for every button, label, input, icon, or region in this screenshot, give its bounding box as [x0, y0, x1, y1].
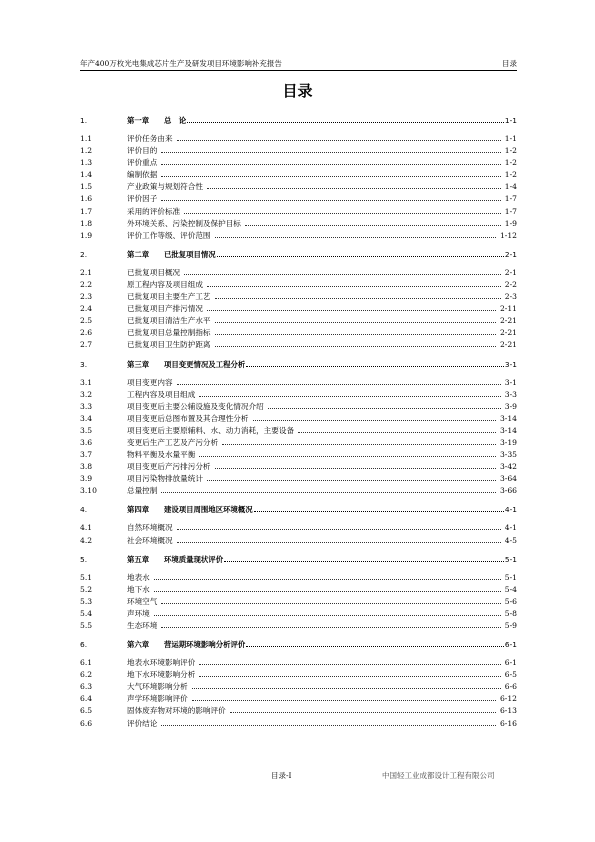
toc-section-number: 3.3	[80, 401, 93, 411]
toc-leader-dots	[161, 725, 496, 726]
toc-section-entry[interactable]	[80, 279, 517, 291]
toc-section-page: 3-14	[499, 413, 517, 423]
toc-section-number: 5.3	[80, 596, 93, 606]
toc-section-title: 地下水	[127, 584, 150, 594]
toc-section-title: 项目变更内容	[127, 377, 173, 387]
toc-section-number: 5.4	[80, 608, 93, 618]
toc-leader-dots	[161, 200, 500, 201]
toc-leader-dots	[161, 492, 496, 493]
toc-leader-dots	[246, 646, 504, 647]
toc-leader-dots	[224, 561, 504, 562]
toc-chapter-entry[interactable]	[80, 554, 517, 567]
toc-leader-dots	[298, 432, 496, 433]
toc-section-title: 产业政策与规划符合性	[127, 182, 203, 192]
toc-section-entry[interactable]	[80, 485, 517, 497]
toc-leader-dots	[217, 256, 504, 257]
toc-section-number: 2.3	[80, 292, 93, 302]
toc-section-number: 1.7	[80, 206, 93, 216]
toc-chapter-number: 6.	[80, 640, 88, 650]
toc-section-page: 5-4	[504, 584, 517, 594]
toc-leader-dots	[161, 603, 500, 604]
toc-section-number: 1.1	[80, 134, 93, 143]
toc-section-number: 3.8	[80, 462, 93, 472]
toc-section-entry[interactable]	[80, 705, 517, 717]
toc-section-number: 5.5	[80, 621, 93, 630]
toc-section-number: 2.2	[80, 279, 93, 289]
toc-section-number: 6.4	[80, 694, 93, 704]
toc-section-page: 5-9	[504, 621, 517, 630]
page-header	[80, 58, 517, 71]
toc-section-page: 3-19	[499, 437, 517, 447]
toc-section-number: 6.3	[80, 682, 93, 692]
toc-section-title: 已批复项目总量控制指标	[127, 328, 211, 338]
toc-section-page: 1-7	[504, 206, 517, 216]
toc-section-title: 原工程内容及项目组成	[127, 279, 203, 289]
toc-section-number: 6.6	[80, 718, 93, 728]
toc-section-page: 1-2	[504, 146, 517, 156]
toc-section-entry[interactable]	[80, 584, 517, 596]
toc-section-page: 6-13	[499, 706, 517, 716]
toc-chapter-number: 1.	[80, 116, 88, 125]
toc-leader-dots	[161, 164, 500, 165]
toc-section-entry[interactable]	[80, 206, 517, 218]
toc-section-number: 1.2	[80, 146, 93, 156]
toc-leader-dots	[253, 420, 496, 421]
toc-section-entry[interactable]	[80, 473, 517, 485]
header-section-name: 目录	[502, 59, 517, 68]
toc-section-number: 1.5	[80, 182, 93, 192]
toc-section-entry[interactable]	[80, 145, 517, 157]
toc-section-entry[interactable]	[80, 377, 517, 389]
toc-section-entry[interactable]	[80, 169, 517, 181]
toc-section-page: 3-66	[499, 486, 517, 496]
toc-leader-dots	[199, 664, 500, 665]
table-of-contents	[80, 115, 517, 730]
toc-section-page: 1-4	[504, 182, 517, 192]
toc-section-page: 1-2	[504, 170, 517, 180]
toc-section-page: 3-42	[499, 462, 517, 472]
toc-section-title: 采用的评价标准	[127, 206, 181, 216]
toc-chapter-page: 4-1	[504, 505, 517, 515]
toc-section-title: 大气环境影响分析	[127, 682, 188, 692]
toc-leader-dots	[230, 712, 496, 713]
toc-section-title: 项目变更后主要公辅设施及变化情况介绍	[127, 401, 264, 411]
toc-section-page: 5-6	[504, 596, 517, 606]
toc-chapter-title: 第一章 总 论	[127, 116, 187, 125]
toc-section-title: 项目污染物排放量统计	[127, 474, 203, 484]
toc-section-entry[interactable]	[80, 596, 517, 608]
toc-section-title: 声环境	[127, 608, 150, 618]
toc-section-title: 地表水环境影响评价	[127, 658, 196, 668]
toc-section-entry[interactable]	[80, 657, 517, 669]
toc-section-page: 4-5	[504, 535, 517, 545]
toc-chapter-number: 4.	[80, 505, 88, 515]
toc-leader-dots	[215, 346, 496, 347]
toc-chapter-entry[interactable]	[80, 504, 517, 517]
toc-leader-dots	[215, 322, 496, 323]
toc-section-title: 社会环境概况	[127, 535, 173, 545]
toc-section-number: 3.2	[80, 389, 93, 399]
toc-section-number: 2.4	[80, 304, 93, 314]
toc-leader-dots	[207, 286, 501, 287]
toc-section-page: 1-12	[499, 230, 517, 240]
toc-leader-dots	[246, 366, 504, 367]
toc-section-title: 已批复项目卫生防护距离	[127, 340, 211, 350]
toc-chapter-page: 1-1	[504, 116, 517, 125]
toc-section-entry[interactable]	[80, 230, 517, 242]
toc-section-page: 3-9	[504, 401, 517, 411]
toc-section-title: 自然环境概况	[127, 523, 173, 533]
toc-section-number: 4.2	[80, 535, 93, 545]
toc-section-page: 6-6	[504, 682, 517, 692]
toc-leader-dots	[254, 511, 504, 512]
toc-section-page: 3-35	[499, 450, 517, 460]
toc-section-page: 6-1	[504, 658, 517, 668]
toc-section-title: 已批复项目概况	[127, 267, 181, 277]
toc-section-page: 2-1	[504, 267, 517, 277]
toc-section-title: 地下水环境影响分析	[127, 670, 196, 680]
toc-leader-dots	[199, 676, 500, 677]
toc-section-entry[interactable]	[80, 608, 517, 620]
toc-section-entry[interactable]	[80, 449, 517, 461]
toc-section-entry[interactable]	[80, 461, 517, 473]
toc-section-title: 已批复项目清洁生产水平	[127, 316, 211, 326]
toc-chapter-title: 第三章 项目变更情况及工程分析	[127, 359, 246, 369]
toc-section-number: 3.10	[80, 486, 97, 496]
toc-leader-dots	[207, 310, 496, 311]
toc-leader-dots	[154, 579, 501, 580]
toc-chapter-page: 6-1	[504, 640, 517, 650]
toc-leader-dots	[192, 688, 501, 689]
toc-chapter-title: 第四章 建设项目周围地区环境概况	[127, 505, 253, 515]
toc-section-number: 6.2	[80, 670, 93, 680]
toc-section-number: 3.1	[80, 377, 93, 387]
toc-section-page: 2-11	[499, 304, 517, 314]
toc-section-title: 总量控制	[127, 486, 158, 496]
toc-leader-dots	[161, 176, 500, 177]
toc-section-number: 2.7	[80, 340, 93, 350]
toc-leader-dots	[161, 152, 500, 153]
toc-section-title: 项目变更后主要原辅料、水、动力消耗，主要设备	[127, 425, 295, 435]
toc-section-number: 1.3	[80, 158, 93, 168]
toc-section-title: 评价重点	[127, 158, 158, 168]
toc-section-number: 1.8	[80, 218, 93, 228]
toc-leader-dots	[245, 225, 501, 226]
toc-section-entry[interactable]	[80, 133, 517, 145]
page-title: 目录	[282, 82, 313, 100]
toc-section-page: 2-3	[504, 292, 517, 302]
toc-chapter-number: 3.	[80, 359, 88, 369]
footer-page-number: 目录-I	[271, 771, 292, 780]
toc-section-title: 变更后生产工艺及产污分析	[127, 437, 219, 447]
toc-chapter-page: 5-1	[504, 554, 517, 564]
toc-section-number: 3.6	[80, 437, 93, 447]
toc-leader-dots	[154, 615, 501, 616]
toc-section-entry[interactable]	[80, 193, 517, 205]
toc-section-page: 1-1	[504, 134, 517, 143]
toc-section-entry[interactable]	[80, 218, 517, 230]
toc-section-number: 1.9	[80, 230, 93, 240]
toc-section-page: 1-2	[504, 158, 517, 168]
toc-chapter-page: 2-1	[504, 249, 517, 259]
toc-section-entry[interactable]	[80, 267, 517, 279]
toc-section-number: 4.1	[80, 523, 93, 533]
toc-chapter-title: 第五章 环境质量现状评价	[127, 554, 224, 564]
toc-section-title: 评价结论	[127, 718, 158, 728]
toc-leader-dots	[222, 444, 496, 445]
header-report-title: 年产400万枚光电集成芯片生产及研发项目环境影响补充报告	[80, 59, 282, 68]
toc-section-entry[interactable]	[80, 718, 517, 730]
toc-section-title: 已批复项目主要生产工艺	[127, 292, 211, 302]
toc-chapter-entry[interactable]	[80, 249, 517, 262]
toc-leader-dots	[177, 542, 501, 543]
toc-leader-dots	[215, 298, 501, 299]
toc-section-number: 2.1	[80, 267, 93, 277]
toc-section-page: 4-1	[504, 523, 517, 533]
toc-section-page: 1-7	[504, 194, 517, 204]
toc-chapter-entry[interactable]	[80, 359, 517, 372]
toc-section-entry[interactable]	[80, 669, 517, 681]
toc-section-page: 6-5	[504, 670, 517, 680]
toc-section-entry[interactable]	[80, 681, 517, 693]
toc-leader-dots	[215, 468, 496, 469]
toc-leader-dots	[268, 408, 501, 409]
toc-section-title: 固体废弃物对环境的影响评价	[127, 706, 226, 716]
toc-section-entry[interactable]	[80, 401, 517, 413]
toc-chapter-title: 第二章 已批复项目情况	[127, 249, 216, 259]
toc-section-number: 1.6	[80, 194, 93, 204]
toc-section-entry[interactable]	[80, 327, 517, 339]
toc-section-title: 外环境关系、污染控制及保护目标	[127, 218, 241, 228]
toc-section-number: 3.4	[80, 413, 93, 423]
toc-section-number: 3.7	[80, 450, 93, 460]
toc-section-entry[interactable]	[80, 535, 517, 547]
toc-leader-dots	[154, 591, 501, 592]
toc-section-number: 3.9	[80, 474, 93, 484]
toc-section-entry[interactable]	[80, 303, 517, 315]
toc-section-title: 声学环境影响评价	[127, 694, 188, 704]
toc-section-number: 5.2	[80, 584, 93, 594]
toc-section-title: 环境空气	[127, 596, 158, 606]
toc-section-entry[interactable]	[80, 522, 517, 534]
toc-chapter-entry[interactable]	[80, 115, 517, 128]
toc-section-page: 1-9	[504, 218, 517, 228]
toc-section-entry[interactable]	[80, 693, 517, 705]
toc-leader-dots	[215, 334, 496, 335]
toc-section-page: 5-1	[504, 572, 517, 582]
toc-leader-dots	[187, 122, 504, 123]
toc-section-entry[interactable]	[80, 181, 517, 193]
toc-chapter-number: 2.	[80, 249, 88, 259]
toc-leader-dots	[207, 480, 496, 481]
toc-section-page: 3-3	[504, 389, 517, 399]
toc-chapter-page: 3-1	[504, 359, 517, 369]
toc-section-page: 5-8	[504, 608, 517, 618]
toc-leader-dots	[177, 384, 501, 385]
toc-section-title: 地表水	[127, 572, 150, 582]
toc-chapter-title: 第六章 营运期环境影响分析评价	[127, 640, 246, 650]
toc-section-title: 评价因子	[127, 194, 158, 204]
toc-leader-dots	[199, 456, 496, 457]
toc-section-entry[interactable]	[80, 572, 517, 584]
toc-section-page: 3-14	[499, 425, 517, 435]
toc-section-entry[interactable]	[80, 425, 517, 437]
toc-leader-dots	[192, 700, 496, 701]
toc-section-title: 已批复项目产排污情况	[127, 304, 203, 314]
toc-section-entry[interactable]	[80, 315, 517, 327]
toc-section-page: 6-12	[499, 694, 517, 704]
toc-section-entry[interactable]	[80, 437, 517, 449]
toc-section-number: 1.4	[80, 170, 93, 180]
toc-section-number: 3.5	[80, 425, 93, 435]
toc-section-page: 3-64	[499, 474, 517, 484]
toc-leader-dots	[184, 274, 501, 275]
toc-section-page: 3-1	[504, 377, 517, 387]
toc-section-entry[interactable]	[80, 389, 517, 401]
toc-section-number: 5.1	[80, 572, 93, 582]
toc-leader-dots	[199, 396, 500, 397]
toc-leader-dots	[177, 529, 501, 530]
toc-section-number: 2.6	[80, 328, 93, 338]
toc-section-title: 项目变更后总图布置及其合理性分析	[127, 413, 249, 423]
toc-section-title: 评价任务由来	[127, 134, 173, 143]
toc-section-entry[interactable]	[80, 291, 517, 303]
toc-section-entry[interactable]	[80, 339, 517, 351]
toc-section-title: 物料平衡及水量平衡	[127, 450, 196, 460]
toc-leader-dots	[207, 188, 501, 189]
toc-section-title: 工程内容及项目组成	[127, 389, 196, 399]
toc-section-entry[interactable]	[80, 620, 517, 632]
toc-section-title: 生态环境	[127, 621, 158, 630]
toc-chapter-entry[interactable]	[80, 639, 517, 652]
toc-leader-dots	[184, 213, 501, 214]
toc-section-title: 评价目的	[127, 146, 158, 156]
toc-section-number: 6.1	[80, 658, 93, 668]
toc-section-page: 2-21	[499, 340, 517, 350]
toc-section-page: 2-21	[499, 328, 517, 338]
toc-section-title: 编制依据	[127, 170, 158, 180]
toc-section-entry[interactable]	[80, 157, 517, 169]
toc-section-title: 评价工作等级、评价范围	[127, 230, 211, 240]
toc-section-number: 6.5	[80, 706, 93, 716]
toc-section-page: 6-16	[499, 718, 517, 728]
toc-section-entry[interactable]	[80, 413, 517, 425]
toc-section-number: 2.5	[80, 316, 93, 326]
toc-section-title: 项目变更后产污排污分析	[127, 462, 211, 472]
toc-leader-dots	[177, 140, 501, 141]
toc-section-page: 2-21	[499, 316, 517, 326]
toc-section-page: 2-2	[504, 279, 517, 289]
toc-chapter-number: 5.	[80, 554, 88, 564]
toc-leader-dots	[215, 237, 496, 238]
toc-leader-dots	[161, 627, 500, 628]
footer-company-name: 中国轻工业成都设计工程有限公司	[382, 771, 495, 780]
